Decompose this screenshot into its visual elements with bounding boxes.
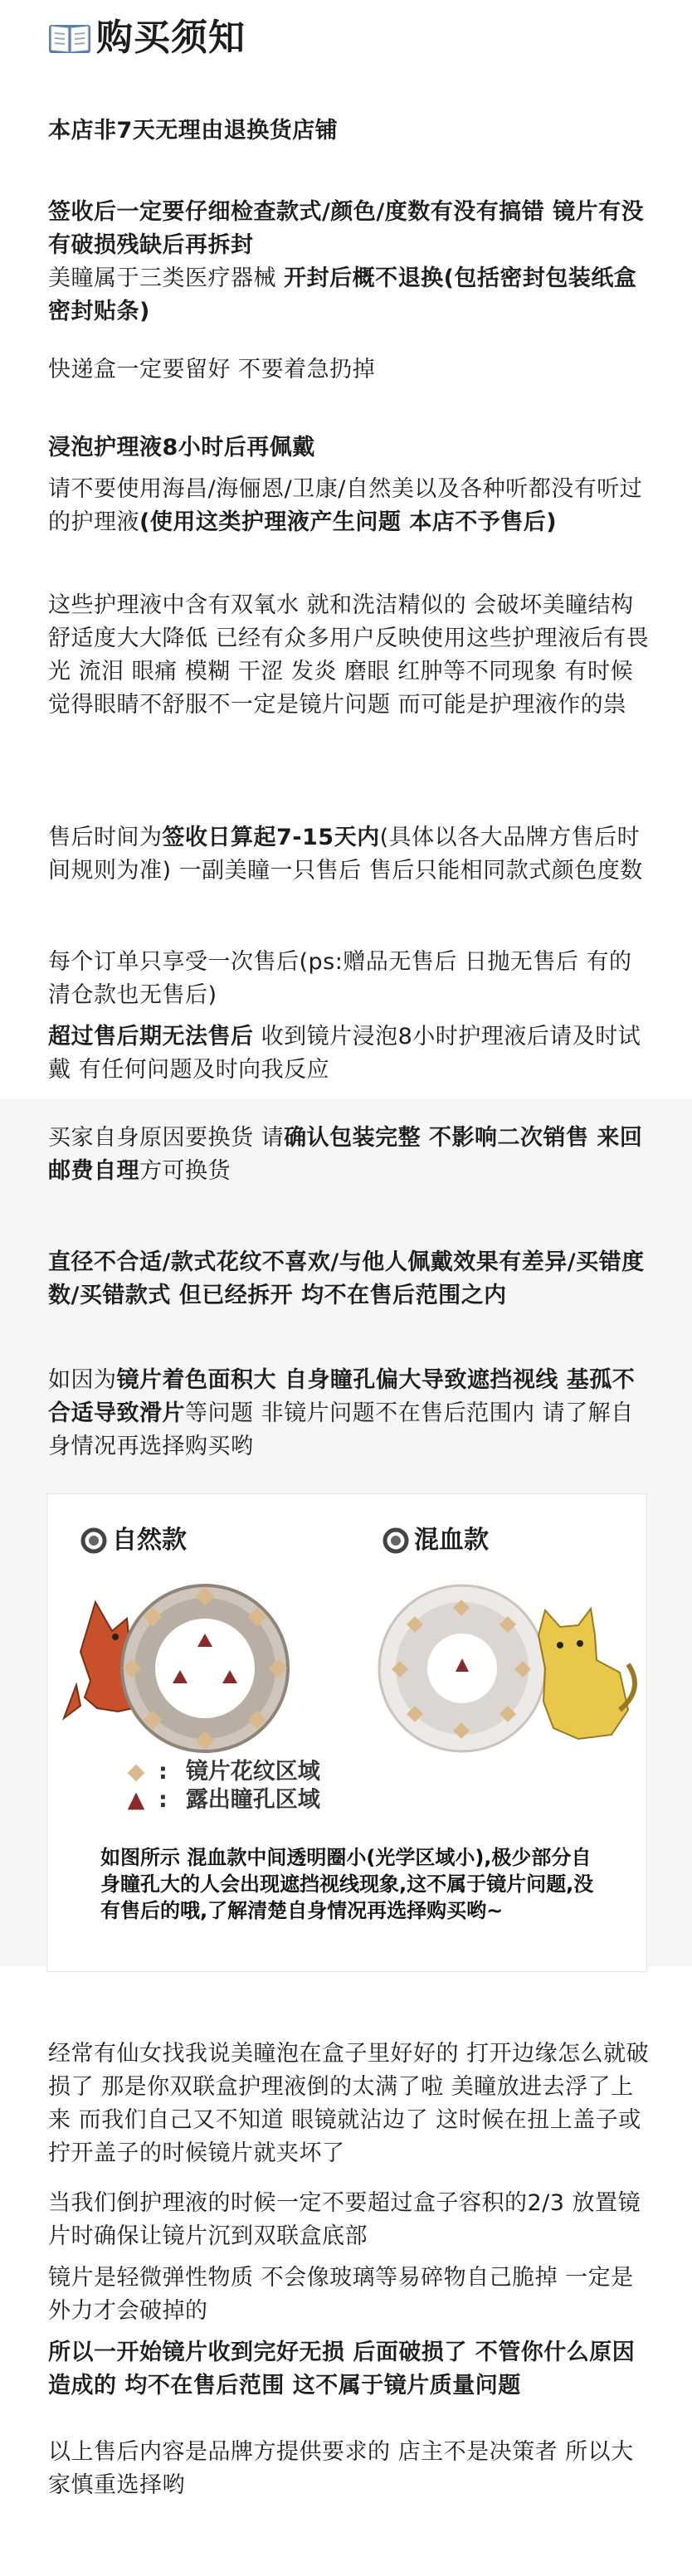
notice-aftersale-expired — [48, 1020, 654, 1087]
notice-peroxide-warning: 这些护理液中含有双氧水 就和洗洁精似的 会破坏美瞳结构 舒适度大大降低 已经有众多用户反映使用这些护理液后有畏光 流泪 眼痛 模糊 干涩 发炎 磨眼 红肿等不同现象 有时候觉得眼睛不舒服不一定是镜片问题 而可能是护理液作的祟 — [48, 592, 650, 718]
notice-exchange-conditions — [48, 1122, 654, 1188]
cat-illustration — [538, 1609, 635, 1739]
lens-coverage-suffix: 等问题 非镜片问题不在售后范围内 请了解自身情况再选择购买哟 — [48, 1400, 634, 1459]
natural-bullet-dot — [89, 1536, 99, 1546]
aftersale-period-rules: (具体以各大品牌方售后时间规则为准) 一副美瞳一只售后 售后只能相同款式颜色度数 — [48, 825, 643, 884]
legend-pupil-area — [125, 1786, 320, 1814]
notice-medical-device — [48, 262, 654, 329]
legend-pattern-colon: : — [158, 1759, 168, 1785]
aftersale-trial-text: 收到镜片浸泡8小时护理液后请及时试戴 有任何问题及时向我反应 — [48, 1024, 641, 1083]
notice-inspect-before-open: 签收后一定要仔细检查款式/颜色/度数有没有搞错 镜片有没有破损残缺后再拆封 — [48, 199, 645, 258]
notice-solution-amount: 当我们倒护理液的时候一定不要超过盒子容积的2/3 放置镜片时确保让镜片沉到双联盒底部 — [48, 2190, 641, 2249]
figure-caption: 如图所示 混血款中间透明圈小(光学区域小),极少部分自身瞳孔大的人会出现遮挡视线现象,这不属于镜片问题,没有售后的哦,了解清楚自身情况再选择购买哟~ — [100, 1846, 594, 1922]
legend-pattern-area — [125, 1758, 320, 1786]
legend-pattern-text: 镜片花纹区域 — [185, 1759, 320, 1785]
exchange-suffix: 方可换货 — [139, 1158, 231, 1184]
notice-no-7day-return: 本店非7天无理由退换货店铺 — [48, 118, 339, 144]
solution-no-aftersale-text: (使用这类护理液产生问题 本店不予售后) — [139, 509, 558, 535]
notice-not-covered-reasons: 直径不合适/款式花纹不喜欢/与他人佩戴效果有差异/买错度数/买错款式 但已经拆开 均不在售后范围之内 — [48, 1249, 645, 1308]
aftersale-period-days: 签收日算起7-15天内 — [162, 825, 380, 850]
notice-soak-8h: 浸泡护理液8小时后再佩戴 — [48, 435, 315, 460]
medical-device-text: 美瞳属于三类医疗器械 — [48, 265, 285, 291]
notice-aftersale-period — [48, 821, 654, 888]
natural-style-label: 自然款 — [112, 1526, 187, 1555]
notice-solution-brands — [48, 473, 654, 539]
mixed-lens — [379, 1585, 545, 1751]
aftersale-expired-text: 超过售后期无法售后 — [48, 1024, 254, 1049]
diamond-icon: ◆ — [127, 1759, 145, 1785]
mixed-bullet-dot — [391, 1536, 401, 1546]
notice-keep-box: 快递盒一定要留好 不要着急扔掉 — [48, 357, 376, 382]
notice-brand-policy: 以上售后内容是品牌方提供要求的 店主不是决策者 所以大家慎重选择哟 — [48, 2439, 634, 2498]
notice-lens-elastic: 镜片是轻微弹性物质 不会像玻璃等易碎物自己脆掉 一定是外力才会破掉的 — [48, 2265, 634, 2324]
notice-one-aftersale-per-order: 每个订单只享受一次售后(ps:赠品无售后 日抛无售后 有的清仓款也无售后) — [48, 949, 632, 1008]
page-title — [48, 12, 246, 65]
notice-damage-not-covered: 所以一开始镜片收到完好无损 后面破损了 不管你什么原因造成的 均不在售后范围 这不属于镜片质量问题 — [48, 2340, 636, 2398]
triangle-icon: ▲ — [127, 1787, 145, 1813]
lens-coverage-issues: 镜片着色面积大 自身瞳孔偏大导致遮挡视线 基孤不合适导致滑片 — [48, 1367, 636, 1426]
notice-lens-coverage — [48, 1364, 654, 1463]
solution-brands-text: 请不要使用海昌/海俪恩/卫康/自然美以及各种听都没有听过的护理液 — [48, 476, 643, 535]
exchange-prefix: 买家自身原因要换货 请 — [48, 1125, 285, 1151]
lens-coverage-prefix: 如因为 — [48, 1367, 117, 1393]
legend-pupil-colon: : — [158, 1787, 168, 1813]
mixed-style-label: 混血款 — [414, 1526, 489, 1555]
notice-edge-damage: 经常有仙女找我说美瞳泡在盒子里好好的 打开边缘怎么就破损了 那是你双联盒护理液倒的太满了啦 美瞳放进去浮了上来 而我们自己又不知道 眼镜就沾边了 这时候在扭上盖子或拧开盖子的时候镜片就夹坏了 — [48, 2041, 650, 2166]
open-book-icon — [48, 20, 91, 56]
no-return-after-open-text: 开封后概不退换(包括密封包装纸盒 密封贴条) — [48, 265, 637, 324]
exchange-conditions-text: 确认包装完整 不影响二次销售 来回邮费自理 — [48, 1125, 643, 1184]
title-text: 购买须知 — [96, 17, 246, 59]
natural-lens — [122, 1585, 288, 1751]
aftersale-period-prefix: 售后时间为 — [48, 825, 163, 850]
legend-pupil-text: 露出瞳孔区域 — [185, 1787, 320, 1813]
lens-comparison-figure — [46, 1493, 647, 1972]
